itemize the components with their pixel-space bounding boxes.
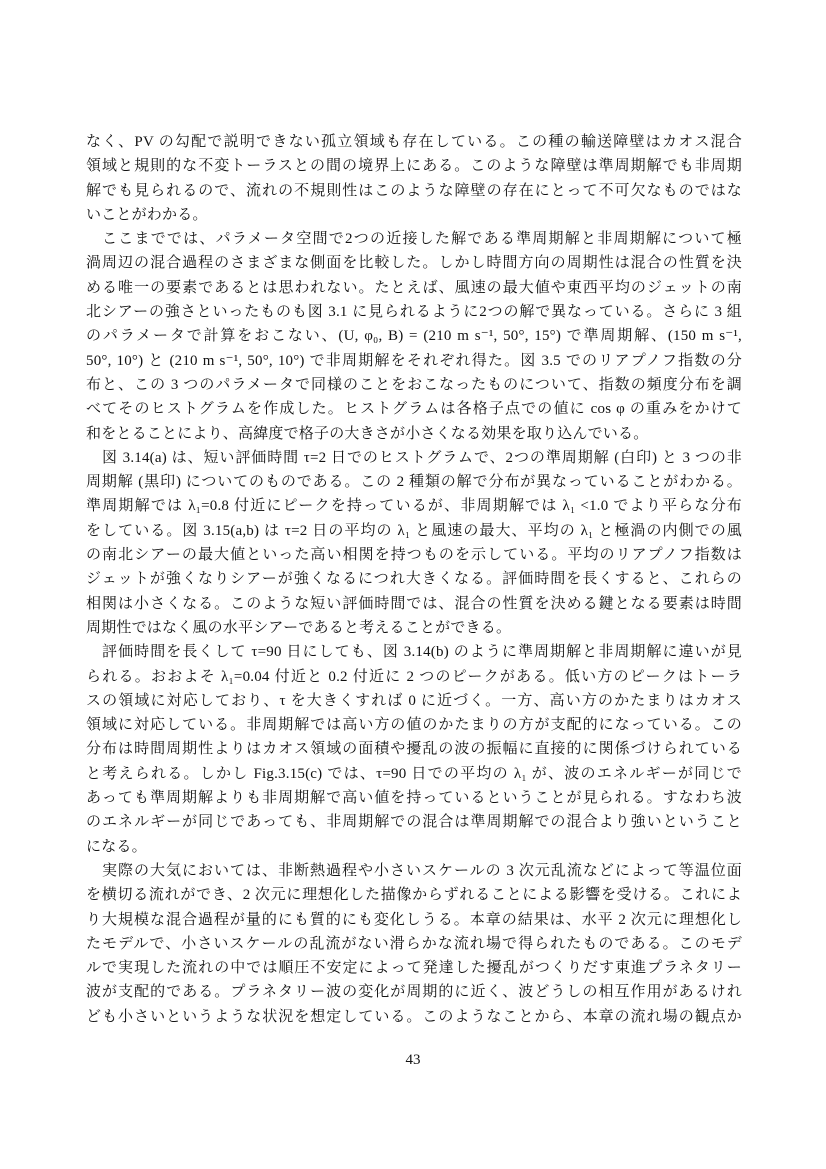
text-line: 準周期解では λ₁=0.8 付近にピークを持っているが、非周期解では λ₁ <1.0 でより平らな分布: [86, 498, 742, 515]
text-line: スの領域に対応しており、τ を大きくすれば 0 に近づく。一方、高い方のかたまりはカオス: [86, 692, 742, 709]
text-line: 北シアーの強さといったものも図 3.1 に見られるように2つの解で異なっている。さらに 3 組: [86, 304, 742, 321]
text-line: ここまででは、パラメータ空間で2つの近接した解である準周期解と非周期解について極: [102, 231, 742, 248]
text-line: られる。おおよそ λ₁=0.04 付近と 0.2 付近に 2 つのピークがある。低い方のピークはトーラ: [86, 668, 742, 685]
text-line: 渦周辺の混合過程のさまざまな側面を比較した。しかし時間方向の周期性は混合の性質を決: [86, 255, 742, 272]
paragraph: [86, 859, 742, 1029]
text-line: 相関は小さくなる。このような短い評価時間では、混合の性質を決める鍵となる要素は時間: [86, 595, 742, 612]
text-line: べてそのヒストグラムを作成した。ヒストグラムは各格子点での値に cos φ の重みをかけて: [86, 401, 742, 418]
text-line: いことがわかる。: [86, 206, 208, 223]
text-line: 実際の大気においては、非断熱過程や小さいスケールの 3 次元乱流などによって等温位面: [102, 862, 742, 879]
text-line: 50°, 10°) と (210 m s⁻¹, 50°, 10°) で非周期解をそれぞれ得た。図 3.5 でのリアプノフ指数の分: [86, 352, 742, 369]
text-line: 周期性ではなく風の水平シアーであると考えることができる。: [86, 619, 512, 636]
text-line: 和をとることにより、高緯度で格子の大きさが小さくなる効果を取り込んでいる。: [86, 425, 649, 442]
text-line: の南北シアーの最大値といった高い相関を持つものを示している。平均のリアプノフ指数は: [86, 547, 742, 564]
paragraph: [86, 640, 742, 859]
text-line: 解でも見られるので、流れの不規則性はこのような障壁の存在にとって不可欠なものではな: [86, 182, 742, 199]
text-line: と考えられる。しかし Fig.3.15(c) では、τ=90 日での平均の λ₁ が、波のエネルギーが同じで: [86, 765, 742, 782]
text-line: ども小さいというような状況を想定している。このようなことから、本章の流れ場の観点か: [86, 1008, 742, 1025]
text-line: をしている。図 3.15(a,b) は τ=2 日の平均の λ₁ と風速の最大、平均の λ₁ と極渦の内側での風: [86, 522, 742, 539]
text-line: 分布は時間周期性よりはカオス領域の面積や擾乱の波の振幅に直接的に関係づけられている: [86, 741, 742, 758]
text-line: 図 3.14(a) は、短い評価時間 τ=2 日でのヒストグラムで、2つの準周期解 (白印) と 3 つの非: [102, 449, 742, 466]
text-line: なく、PV の勾配で説明できない孤立領域も存在している。この種の輸送障壁はカオス混合: [86, 134, 742, 150]
paragraph: [86, 227, 742, 446]
text-line: り大規模な混合過程が量的にも質的にも変化しうる。本章の結果は、水平 2 次元に理想化し: [86, 911, 742, 928]
text-line: める唯一の要素であるとは思われない。たとえば、風速の最大値や東西平均のジェットの南: [86, 279, 742, 296]
text-line: になる。: [86, 838, 147, 855]
text-line: 評価時間を長くして τ=90 日にしても、図 3.14(b) のように準周期解と非周期解に違いが見: [102, 644, 742, 661]
text-line: ルで実現した流れの中では順圧不安定によって発達した擾乱がつくりだす東進プラネタリー: [86, 960, 742, 977]
text-line: を横切る流れができ、2 次元に理想化した描像からずれることによる影響を受ける。これによ: [86, 887, 742, 904]
text-line: ジェットが強くなりシアーが強くなるにつれ大きくなる。評価時間を長くすると、これらの: [86, 571, 742, 588]
page-number: 43: [405, 1052, 421, 1068]
text-line: のエネルギーが同じであっても、非周期解での混合は準周期解での混合より強いということ: [86, 814, 742, 831]
text-line: 領域と規則的な不変トーラスとの間の境界上にある。このような障壁は準周期解でも非周期: [86, 158, 742, 175]
paragraph: [86, 446, 742, 640]
text-line: 周期解 (黒印) についてのものである。この 2 種類の解で分布が異なっていることがわかる。: [86, 474, 742, 491]
text-line: 布と、この 3 つのパラメータで同様のことをおこなったものについて、指数の頻度分布を調: [86, 376, 742, 393]
text-line: たモデルで、小さいスケールの乱流がない滑らかな流れ場で得られたものである。このモデ: [86, 935, 742, 952]
text-line: あっても準周期解よりも非周期解で高い値を持っているということが見られる。すなわち波: [86, 790, 742, 807]
text-line: 波が支配的である。プラネタリー波の変化が周期的に近く、波どうしの相互作用があるけれ: [86, 984, 742, 1001]
text-line: のパラメータで計算をおこない、(U, φ₀, B) = (210 m s⁻¹, 50°, 15°) で準周期解、(150 m s⁻¹,: [86, 328, 742, 345]
paragraph: [86, 130, 742, 227]
text-line: 領域に対応している。非周期解では高い方の値のかたまりの方が支配的になっている。この: [86, 717, 742, 734]
text-block: [86, 130, 742, 1029]
